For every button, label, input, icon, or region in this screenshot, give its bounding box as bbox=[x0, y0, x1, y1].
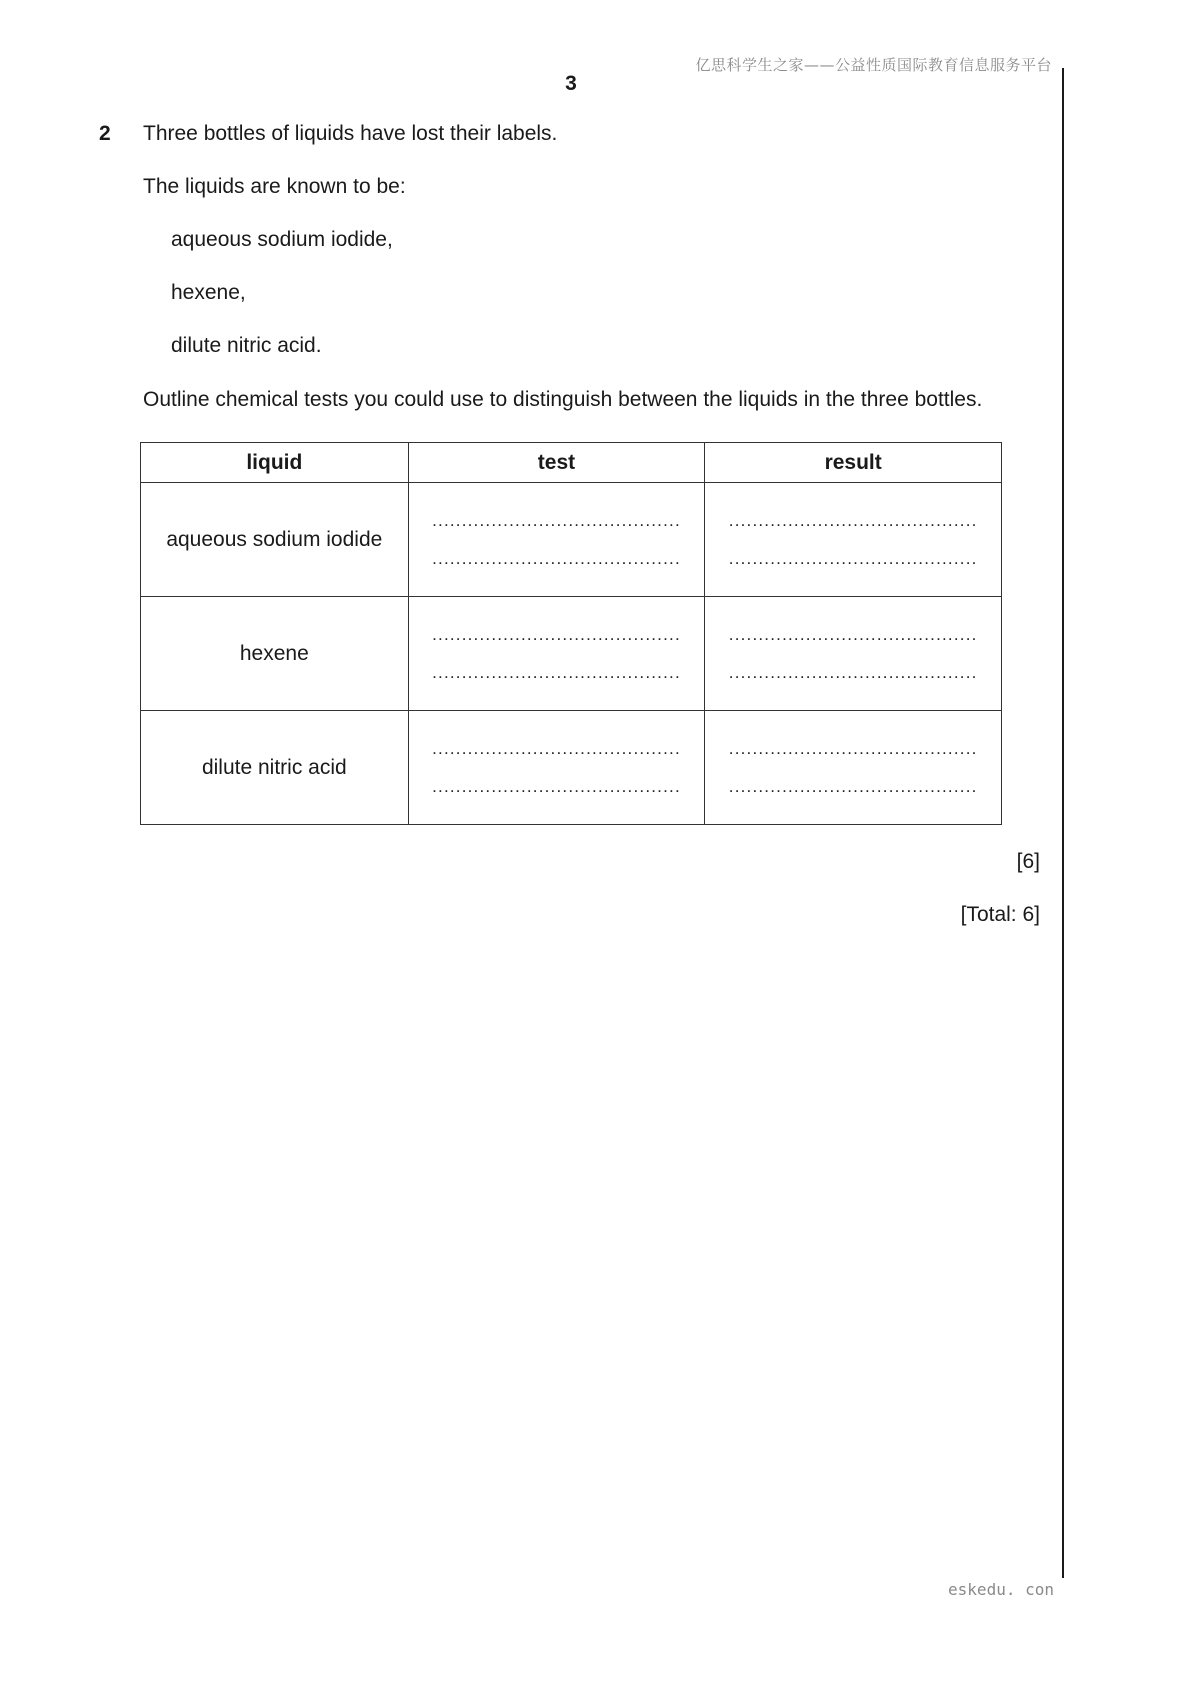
result-answer-cell[interactable] bbox=[705, 711, 1002, 825]
table-row bbox=[141, 483, 1002, 597]
test-answer-cell[interactable] bbox=[408, 597, 705, 711]
answer-line[interactable]: .......................................... bbox=[728, 548, 978, 568]
watermark-top: 亿思科学生之家——公益性质国际教育信息服务平台 bbox=[695, 56, 1052, 74]
answer-line[interactable]: .......................................... bbox=[432, 776, 681, 796]
total-marks-label: [Total: 6] bbox=[960, 903, 1040, 926]
known-to-be-label: The liquids are known to be: bbox=[143, 175, 406, 198]
liquid-list-item: hexene, bbox=[171, 281, 246, 304]
table-header-row bbox=[141, 443, 1002, 483]
header-result: result bbox=[705, 443, 1002, 483]
test-answer-cell[interactable] bbox=[408, 711, 705, 825]
page-number: 3 bbox=[565, 72, 577, 95]
header-liquid: liquid bbox=[141, 443, 409, 483]
result-answer-cell[interactable] bbox=[705, 597, 1002, 711]
liquid-list-item: aqueous sodium iodide, bbox=[171, 228, 393, 251]
answer-line[interactable]: .......................................... bbox=[728, 624, 978, 644]
question-intro: Three bottles of liquids have lost their labels. bbox=[143, 122, 558, 145]
answer-line[interactable]: .......................................... bbox=[728, 510, 978, 530]
answer-line[interactable]: .......................................... bbox=[432, 738, 681, 758]
result-answer-cell[interactable] bbox=[705, 483, 1002, 597]
answer-table bbox=[140, 442, 1002, 825]
answer-line[interactable]: .......................................... bbox=[728, 738, 978, 758]
liquid-list-item: dilute nitric acid. bbox=[171, 334, 322, 357]
question-instruction: Outline chemical tests you could use to distinguish between the liquids in the three bottles. bbox=[143, 388, 983, 411]
liquid-cell: dilute nitric acid bbox=[141, 711, 409, 825]
table-row bbox=[141, 597, 1002, 711]
test-answer-cell[interactable] bbox=[408, 483, 705, 597]
answer-line[interactable]: .......................................... bbox=[432, 662, 681, 682]
answer-line[interactable]: .......................................... bbox=[432, 510, 681, 530]
answer-line[interactable]: .......................................... bbox=[728, 662, 978, 682]
watermark-bottom: eskedu. con bbox=[948, 1580, 1054, 1599]
liquid-cell: hexene bbox=[141, 597, 409, 711]
answer-line[interactable]: .......................................... bbox=[432, 624, 681, 644]
answer-line[interactable]: .......................................... bbox=[432, 548, 681, 568]
question-number: 2 bbox=[99, 122, 111, 145]
marks-label: [6] bbox=[1016, 850, 1040, 873]
liquid-cell: aqueous sodium iodide bbox=[141, 483, 409, 597]
margin-rule bbox=[1062, 68, 1064, 1578]
answer-line[interactable]: .......................................... bbox=[728, 776, 978, 796]
header-test: test bbox=[408, 443, 705, 483]
table-row bbox=[141, 711, 1002, 825]
